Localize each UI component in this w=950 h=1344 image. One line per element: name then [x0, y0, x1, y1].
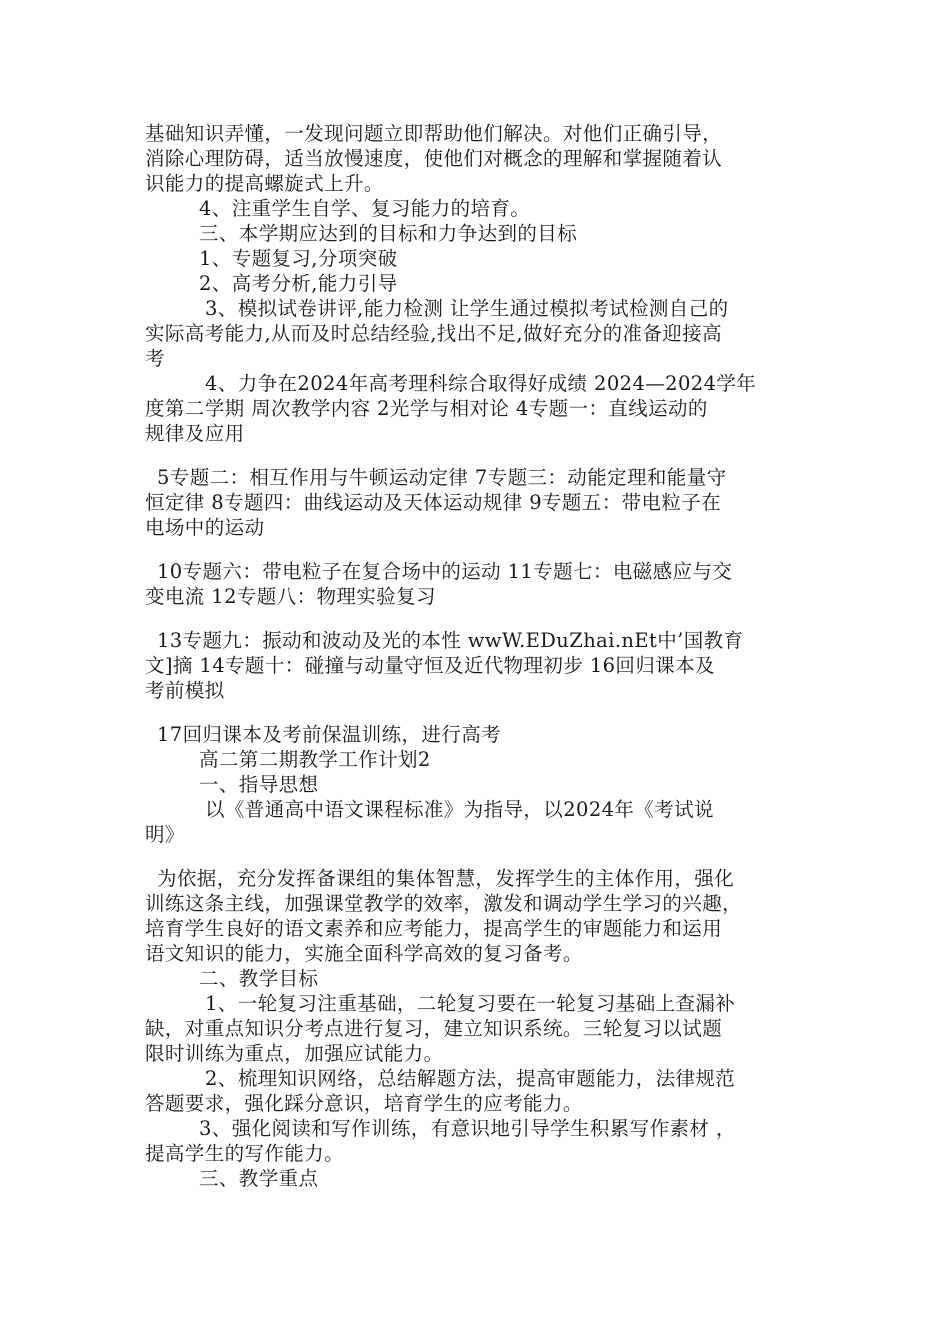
- text-line: 恒定律 8专题四：曲线运动及天体运动规律 9专题五：带电粒子在: [145, 491, 722, 514]
- text-line: 答题要求，强化踩分意识，培育学生的应考能力。: [145, 1092, 583, 1115]
- text-line: 考: [145, 347, 165, 370]
- text-line: 一、指导思想: [199, 773, 319, 796]
- blank-line: [145, 847, 825, 866]
- text-line: 语文知识的能力，实施全面科学高效的复习备考。: [145, 942, 583, 965]
- text-line: 2、梳理知识网络，总结解题方法，提高审题能力，法律规范: [205, 1067, 736, 1090]
- text-line: 变电流 12专题八：物理实验复习: [145, 585, 436, 608]
- text-line: 17回归课本及考前保温训练，进行高考: [157, 723, 502, 746]
- text-line: 4、力争在2024年高考理科综合取得好成绩 2024—2024学年: [205, 372, 757, 395]
- blank-line: [145, 609, 825, 628]
- text-line: 规律及应用: [145, 422, 245, 445]
- text-line: 5专题二：相互作用与牛顿运动定律 7专题三：动能定理和能量守: [157, 466, 727, 489]
- text-line: 提高学生的写作能力。: [145, 1142, 345, 1165]
- text-line: 高二第二期教学工作计划2: [199, 748, 431, 771]
- text-line: 为依据，充分发挥备课组的集体智慧，发挥学生的主体作用，强化: [157, 867, 735, 890]
- text-line: 明》: [145, 823, 185, 846]
- text-line: 二、教学目标: [199, 967, 319, 990]
- text-line: 13专题九：振动和波动及光的本性 wwW.EDuZhai.nEt中’国教育: [157, 629, 744, 652]
- text-line: 文]摘 14专题十：碰撞与动量守恒及近代物理初步 16回归课本及: [145, 654, 715, 677]
- text-line: 考前模拟: [145, 679, 225, 702]
- blank-line: [145, 703, 825, 722]
- text-line: 度第二学期 周次教学内容 2光学与相对论 4专题一：直线运动的: [145, 397, 708, 420]
- blank-line: [145, 446, 825, 465]
- text-line: 10专题六：带电粒子在复合场中的运动 11专题七：电磁感应与交: [157, 560, 733, 583]
- text-line: 2、高考分析,能力引导: [199, 272, 398, 295]
- text-line: 3、模拟试卷讲评,能力检测 让学生通过模拟考试检测自己的: [205, 297, 729, 320]
- text-line: 三、教学重点: [199, 1167, 319, 1190]
- text-line: 限时训练为重点，加强应试能力。: [145, 1042, 444, 1065]
- text-line: 培育学生良好的语文素养和应考能力，提高学生的审题能力和运用: [145, 917, 723, 940]
- blank-line: [145, 540, 825, 559]
- text-line: 实际高考能力,从而及时总结经验,找出不足,做好充分的准备迎接高: [145, 322, 722, 345]
- text-line: 电场中的运动: [145, 516, 265, 539]
- text-line: 训练这条主线，加强课堂教学的效率，激发和调动学生学习的兴趣，: [145, 892, 743, 915]
- text-line: 1、专题复习,分项突破: [199, 247, 398, 270]
- text-line: 3、强化阅读和写作训练，有意识地引导学生积累写作素材 ，: [199, 1117, 736, 1140]
- text-line: 消除心理防碍，适当放慢速度，使他们对概念的理解和掌握随着认: [145, 147, 723, 170]
- text-line: 1、一轮复习注重基础，二轮复习要在一轮复习基础上查漏补: [205, 992, 736, 1015]
- document-body: [145, 121, 825, 1191]
- text-line: 缺，对重点知识分考点进行复习，建立知识系统。三轮复习以试题: [145, 1017, 723, 1040]
- text-line: 识能力的提高螺旋式上升。: [145, 172, 384, 195]
- text-line: 三、本学期应达到的目标和力争达到的目标: [199, 222, 578, 245]
- text-line: 4、注重学生自学、复习能力的培育。: [199, 197, 531, 220]
- text-line: 以《普通高中语文课程标准》为指导，以2024年《考试说: [205, 798, 714, 821]
- text-line: 基础知识弄懂，一发现问题立即帮助他们解决。对他们正确引导，: [145, 122, 723, 145]
